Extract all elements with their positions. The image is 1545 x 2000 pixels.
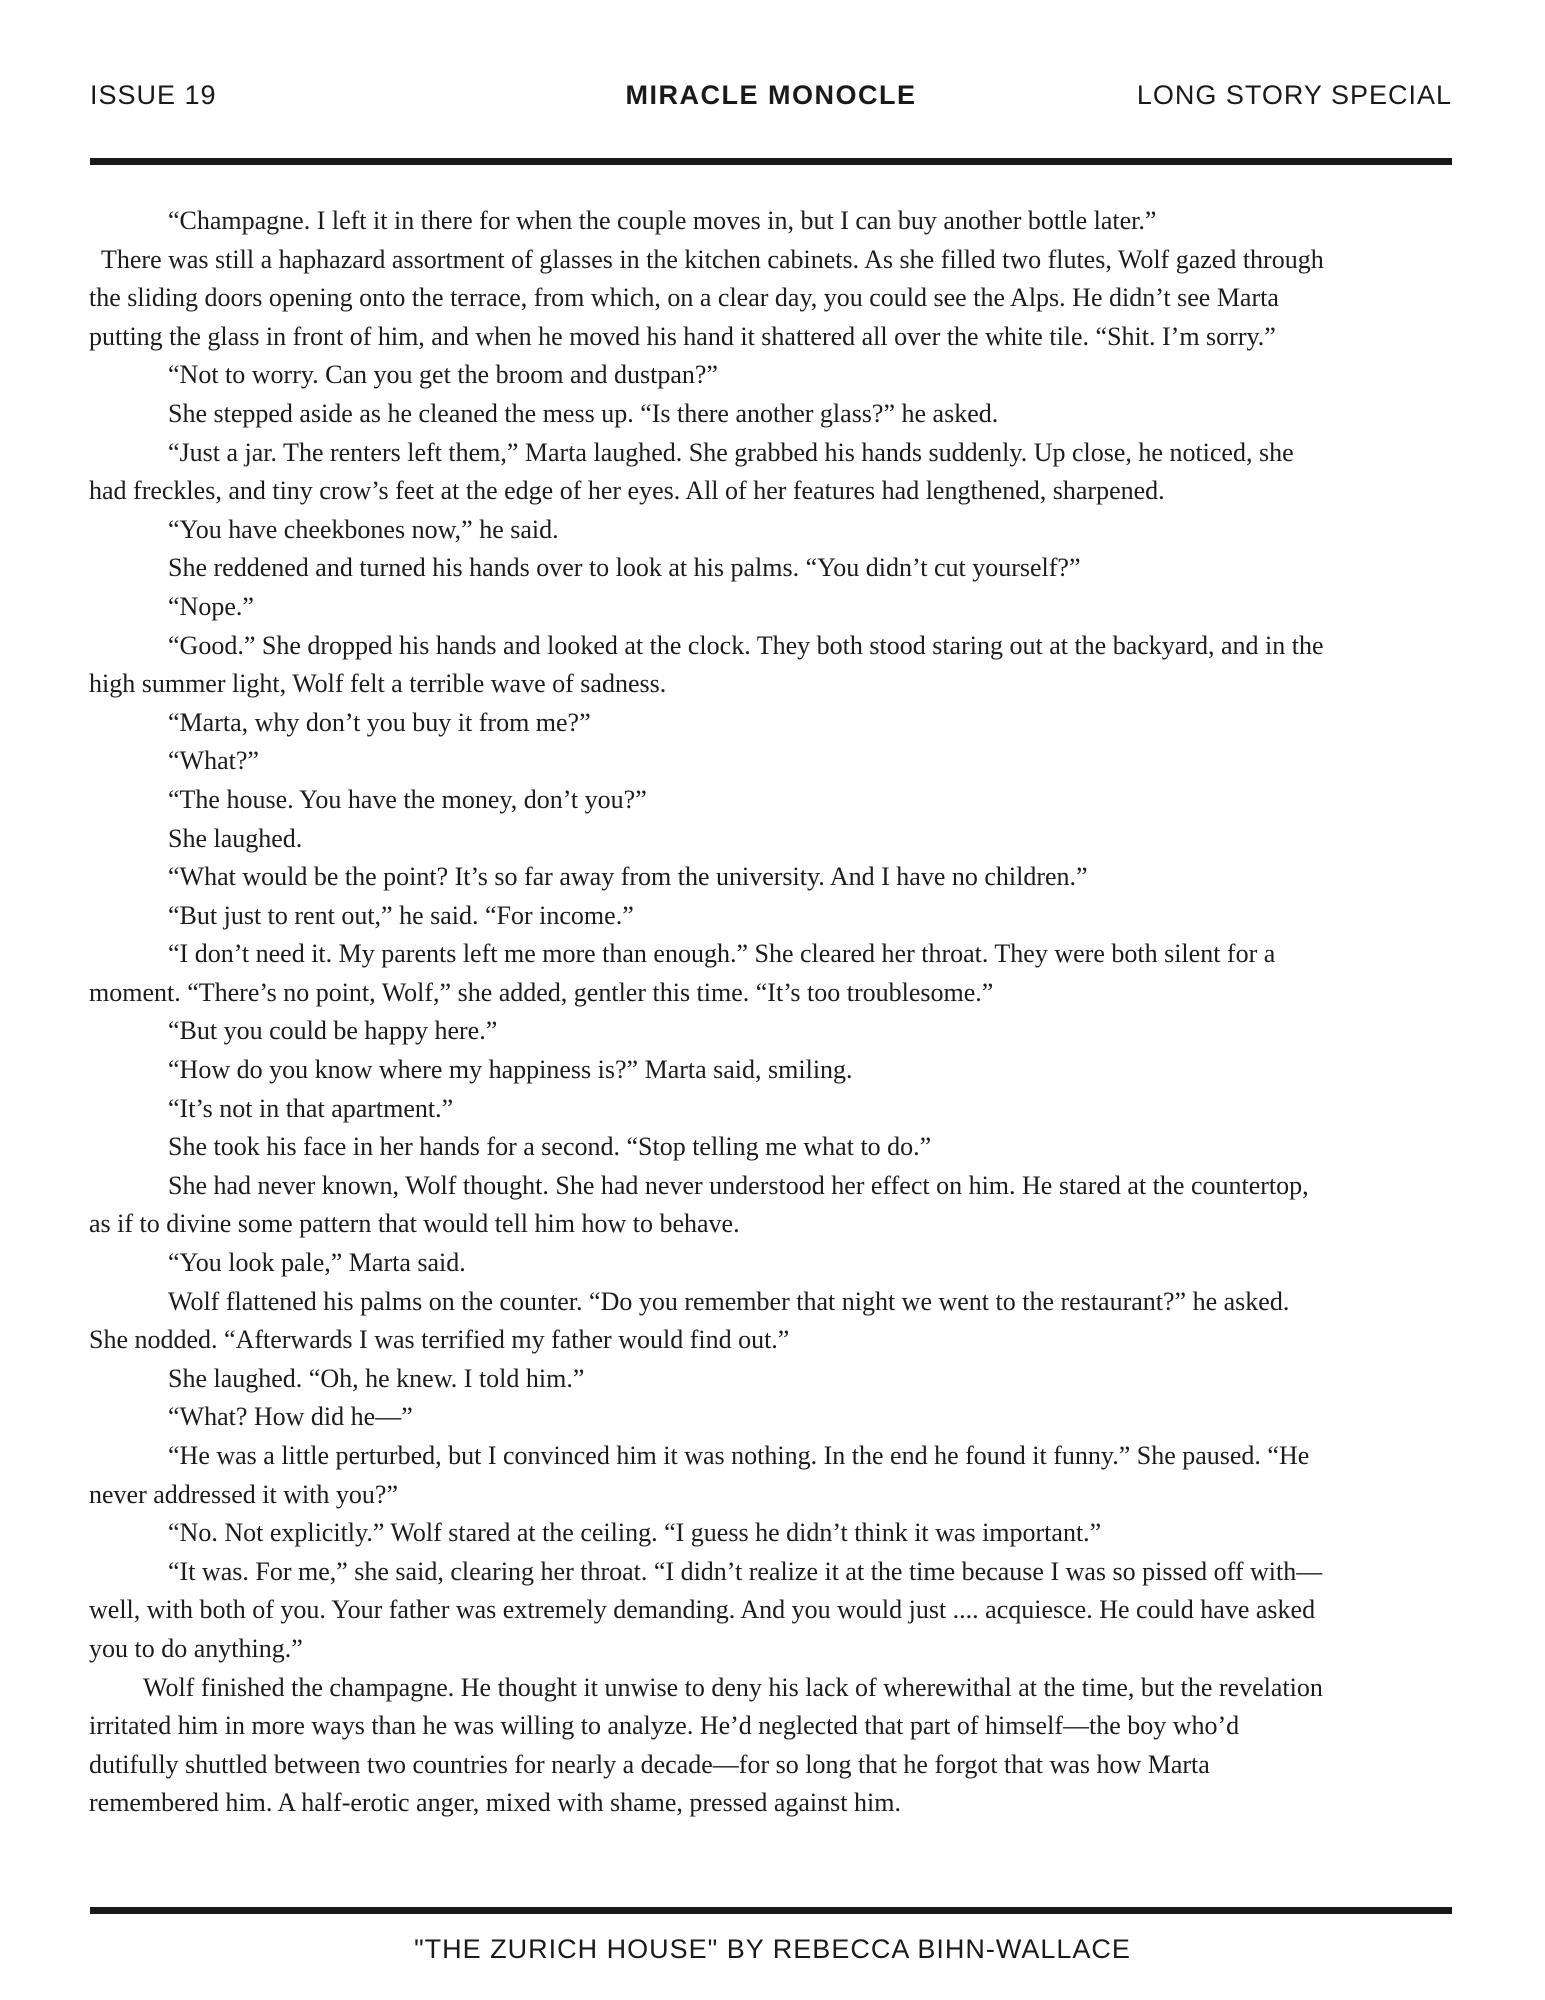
- header-rule: [90, 158, 1452, 165]
- story-line: “What?”: [168, 746, 259, 776]
- story-line: “But you could be happy here.”: [168, 1016, 498, 1046]
- story-line: “I don’t need it. My parents left me more than enough.” She cleared her throat. They were both silent for a: [168, 939, 1276, 969]
- publication-title: MIRACLE MONOCLE: [625, 80, 917, 110]
- story-line: as if to divine some pattern that would tell him how to behave.: [89, 1209, 740, 1239]
- story-line: “Good.” She dropped his hands and looked at the clock. They both stood staring out at the backyard, and in the: [168, 630, 1324, 660]
- story-line: irritated him in more ways than he was willing to analyze. He’d neglected that part of himself—the boy who’d: [89, 1711, 1240, 1741]
- story-line: There was still a haphazard assortment of glasses in the kitchen cabinets. As she filled two flutes, Wolf gazed through: [101, 244, 1324, 274]
- story-line: She stepped aside as he cleaned the mess up. “Is there another glass?” he asked.: [168, 398, 999, 428]
- footer-caption: "THE ZURICH HOUSE" BY REBECCA BIHN-WALLACE: [414, 1934, 1131, 1964]
- story-line: well, with both of you. Your father was extremely demanding. And you would just .... acquiesce. He could have asked: [89, 1595, 1316, 1625]
- story-line: “You have cheekbones now,” he said.: [168, 514, 559, 544]
- story-line: “Marta, why don’t you buy it from me?”: [168, 707, 591, 737]
- story-line: “Nope.”: [168, 591, 254, 621]
- story-line: high summer light, Wolf felt a terrible wave of sadness.: [89, 669, 667, 699]
- story-line: “The house. You have the money, don’t you?”: [168, 784, 647, 814]
- story-line: She laughed. “Oh, he knew. I told him.”: [168, 1363, 585, 1393]
- story-line: “What would be the point? It’s so far away from the university. And I have no children.”: [168, 862, 1088, 892]
- story-line: She nodded. “Afterwards I was terrified my father would find out.”: [89, 1325, 790, 1355]
- issue-label: ISSUE 19: [90, 80, 217, 110]
- story-line: “Just a jar. The renters left them,” Marta laughed. She grabbed his hands suddenly. Up close, he noticed, she: [168, 437, 1294, 467]
- story-line: dutifully shuttled between two countries for nearly a decade—for so long that he forgot that was how Marta: [89, 1749, 1210, 1779]
- story-line: moment. “There’s no point, Wolf,” she added, gentler this time. “It’s too troublesome.”: [89, 977, 994, 1007]
- story-line: the sliding doors opening onto the terrace, from which, on a clear day, you could see the Alps. He didn’t see Marta: [89, 283, 1279, 313]
- story-line: “It was. For me,” she said, clearing her throat. “I didn’t realize it at the time because I was so pissed off with—: [168, 1556, 1323, 1586]
- footer-rule: [90, 1907, 1452, 1914]
- story-line: “How do you know where my happiness is?” Marta said, smiling.: [168, 1055, 853, 1085]
- story-line: Wolf finished the champagne. He thought it unwise to deny his lack of wherewithal at the time, but the revelation: [143, 1672, 1323, 1702]
- story-line: Wolf flattened his palms on the counter. “Do you remember that night we went to the restaurant?” he asked.: [168, 1286, 1290, 1316]
- story-line: had freckles, and tiny crow’s feet at the edge of her eyes. All of her features had lengthened, sharpened.: [89, 476, 1165, 506]
- story-line: She laughed.: [168, 823, 303, 853]
- story-line: She had never known, Wolf thought. She had never understood her effect on him. He stared at the countertop,: [168, 1170, 1309, 1200]
- story-line: putting the glass in front of him, and when he moved his hand it shattered all over the white tile. “Shit. I’m sorry.”: [89, 321, 1276, 351]
- story-text: [89, 202, 1489, 1823]
- page-header: [90, 80, 1452, 111]
- story-line: “But just to rent out,” he said. “For income.”: [168, 900, 634, 930]
- story-line: She reddened and turned his hands over to look at his palms. “You didn’t cut yourself?”: [168, 553, 1081, 583]
- story-line: never addressed it with you?”: [89, 1479, 399, 1509]
- story-line: “It’s not in that apartment.”: [168, 1093, 454, 1123]
- edition-label: LONG STORY SPECIAL: [1136, 80, 1452, 110]
- story-line: “You look pale,” Marta said.: [168, 1248, 466, 1278]
- story-line: “Not to worry. Can you get the broom and dustpan?”: [168, 360, 718, 390]
- story-line: She took his face in her hands for a second. “Stop telling me what to do.”: [168, 1132, 932, 1162]
- story-line: “What? How did he—”: [168, 1402, 413, 1432]
- story-line: “He was a little perturbed, but I convinced him it was nothing. In the end he found it funny.” She paused. “He: [168, 1441, 1310, 1470]
- story-line: you to do anything.”: [89, 1633, 303, 1663]
- story-line: “Champagne. I left it in there for when the couple moves in, but I can buy another bottle later.”: [168, 206, 1157, 235]
- story-line: remembered him. A half-erotic anger, mixed with shame, pressed against him.: [89, 1788, 901, 1818]
- story-line: “No. Not explicitly.” Wolf stared at the ceiling. “I guess he didn’t think it was important.”: [168, 1518, 1102, 1548]
